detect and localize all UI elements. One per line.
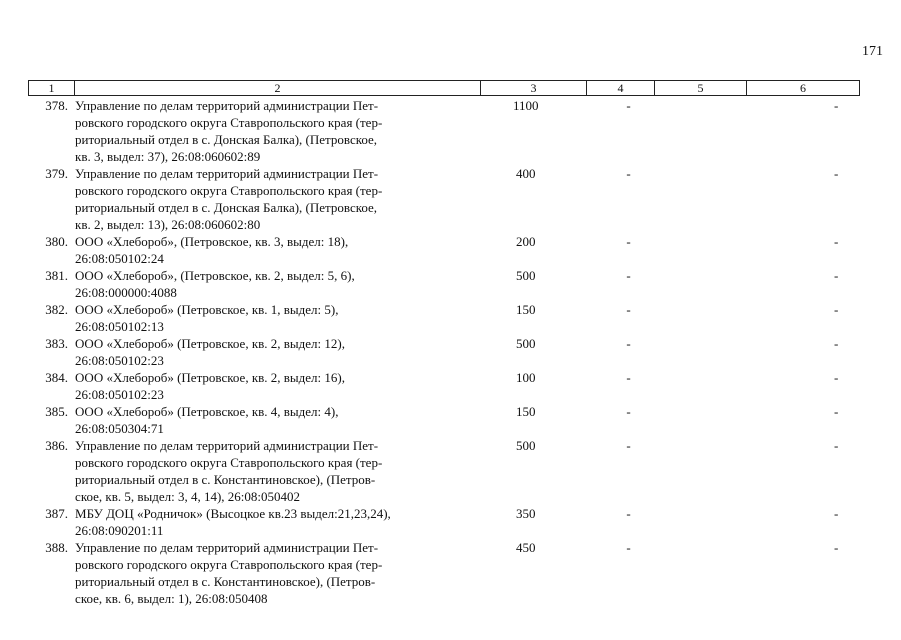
row-col4: -	[626, 336, 631, 351]
description-line: ООО «Хлебороб», (Петровское, кв. 2, выдел: 5, 6),	[75, 268, 355, 283]
description-line: 26:08:050102:23	[75, 353, 164, 368]
row-area: 150	[516, 404, 536, 419]
row-number: 378.	[45, 98, 69, 113]
row-number: 386.	[45, 438, 69, 453]
table-row	[28, 437, 860, 505]
row-number: 381.	[45, 268, 69, 283]
row-area: 500	[516, 268, 536, 283]
row-number: 388.	[45, 540, 69, 555]
row-col6: -	[834, 370, 839, 385]
row-area: 150	[516, 302, 536, 317]
description-line: кв. 3, выдел: 37), 26:08:060602:89	[75, 149, 261, 164]
row-col6: -	[834, 540, 839, 555]
table-row	[28, 369, 860, 403]
description-line: Управление по делам территорий администрации Пет-	[75, 166, 379, 181]
row-col6: -	[834, 268, 839, 283]
page-number: 171	[862, 44, 883, 59]
description-line: ровского городского округа Ставропольского края (тер-	[75, 455, 383, 470]
table-row	[28, 335, 860, 369]
row-description	[72, 539, 427, 607]
row-col6: -	[834, 234, 839, 249]
table-row	[28, 267, 860, 301]
description-line: ООО «Хлебороб» (Петровское, кв. 2, выдел: 16),	[75, 370, 345, 385]
row-col6: -	[834, 302, 839, 317]
description-line: риториальный отдел в с. Донская Балка), (Петровское,	[75, 132, 378, 147]
header-col-5: 5	[655, 81, 747, 95]
description-line: 26:08:050102:24	[75, 251, 164, 266]
description-line: риториальный отдел в с. Донская Балка), (Петровское,	[75, 200, 378, 215]
description-line: ООО «Хлебороб» (Петровское, кв. 4, выдел: 4),	[75, 404, 339, 419]
header-col-1: 1	[29, 81, 75, 95]
description-line: ровского городского округа Ставропольского края (тер-	[75, 115, 383, 130]
row-col4: -	[626, 166, 631, 181]
description-line: ское, кв. 6, выдел: 1), 26:08:050408	[75, 591, 268, 606]
row-col4: -	[626, 234, 631, 249]
table-row	[28, 301, 860, 335]
row-description	[72, 369, 427, 403]
row-col4: -	[626, 370, 631, 385]
row-area: 400	[516, 166, 536, 181]
header-col-3: 3	[481, 81, 587, 95]
row-col4: -	[626, 506, 631, 521]
description-line: ООО «Хлебороб» (Петровское, кв. 2, выдел: 12),	[75, 336, 345, 351]
row-col6: -	[834, 166, 839, 181]
table-row	[28, 403, 860, 437]
description-line: 26:08:090201:11	[75, 523, 164, 538]
table-row	[28, 97, 860, 165]
row-area: 350	[516, 506, 536, 521]
row-number: 380.	[45, 234, 69, 249]
description-line: ровского городского округа Ставропольского края (тер-	[75, 183, 383, 198]
row-number: 382.	[45, 302, 69, 317]
row-area: 450	[516, 540, 536, 555]
row-number: 387.	[45, 506, 69, 521]
description-line: ровского городского округа Ставропольского края (тер-	[75, 557, 383, 572]
description-line: риториальный отдел в с. Константиновское), (Петров-	[75, 574, 376, 589]
description-line: Управление по делам территорий администрации Пет-	[75, 438, 379, 453]
table-row	[28, 539, 860, 607]
row-number: 383.	[45, 336, 69, 351]
description-line: 26:08:050304:71	[75, 421, 164, 436]
table-row	[28, 165, 860, 233]
row-description	[72, 505, 427, 539]
table-row	[28, 505, 860, 539]
header-col-6: 6	[800, 81, 806, 95]
description-line: МБУ ДОЦ «Родничок» (Высоцкое кв.23 выдел:21,23,24),	[75, 506, 391, 521]
row-col6: -	[834, 438, 839, 453]
row-description	[72, 233, 427, 267]
header-col-4: 4	[587, 81, 655, 95]
row-col6: -	[834, 98, 839, 113]
row-description	[72, 165, 427, 233]
description-line: ское, кв. 5, выдел: 3, 4, 14), 26:08:050402	[75, 489, 301, 504]
row-col4: -	[626, 540, 631, 555]
row-col4: -	[626, 438, 631, 453]
table-header	[28, 80, 860, 96]
row-area: 500	[516, 336, 536, 351]
description-line: кв. 2, выдел: 13), 26:08:060602:80	[75, 217, 261, 232]
header-col-2: 2	[75, 81, 481, 95]
description-line: Управление по делам территорий администрации Пет-	[75, 540, 379, 555]
row-description	[72, 403, 427, 437]
row-col4: -	[626, 302, 631, 317]
description-line: 26:08:050102:13	[75, 319, 164, 334]
row-number: 385.	[45, 404, 69, 419]
description-line: ООО «Хлебороб», (Петровское, кв. 3, выдел: 18),	[75, 234, 349, 249]
row-description	[72, 97, 427, 165]
table-row	[28, 233, 860, 267]
row-area: 100	[516, 370, 536, 385]
row-number: 379.	[45, 166, 69, 181]
row-col4: -	[626, 98, 631, 113]
row-description	[72, 335, 427, 369]
row-col4: -	[626, 268, 631, 283]
row-col6: -	[834, 404, 839, 419]
row-col6: -	[834, 506, 839, 521]
table-body	[28, 97, 860, 607]
row-area: 200	[516, 234, 536, 249]
row-description	[72, 267, 427, 301]
row-col6: -	[834, 336, 839, 351]
row-number: 384.	[45, 370, 69, 385]
description-line: 26:08:000000:4088	[75, 285, 177, 300]
row-area: 500	[516, 438, 536, 453]
description-line: 26:08:050102:23	[75, 387, 164, 402]
description-line: ООО «Хлебороб» (Петровское, кв. 1, выдел: 5),	[75, 302, 339, 317]
row-col4: -	[626, 404, 631, 419]
row-description	[72, 301, 427, 335]
description-line: риториальный отдел в с. Константиновское), (Петров-	[75, 472, 376, 487]
row-area: 1100	[513, 98, 539, 113]
description-line: Управление по делам территорий администрации Пет-	[75, 98, 379, 113]
row-description	[72, 437, 427, 505]
